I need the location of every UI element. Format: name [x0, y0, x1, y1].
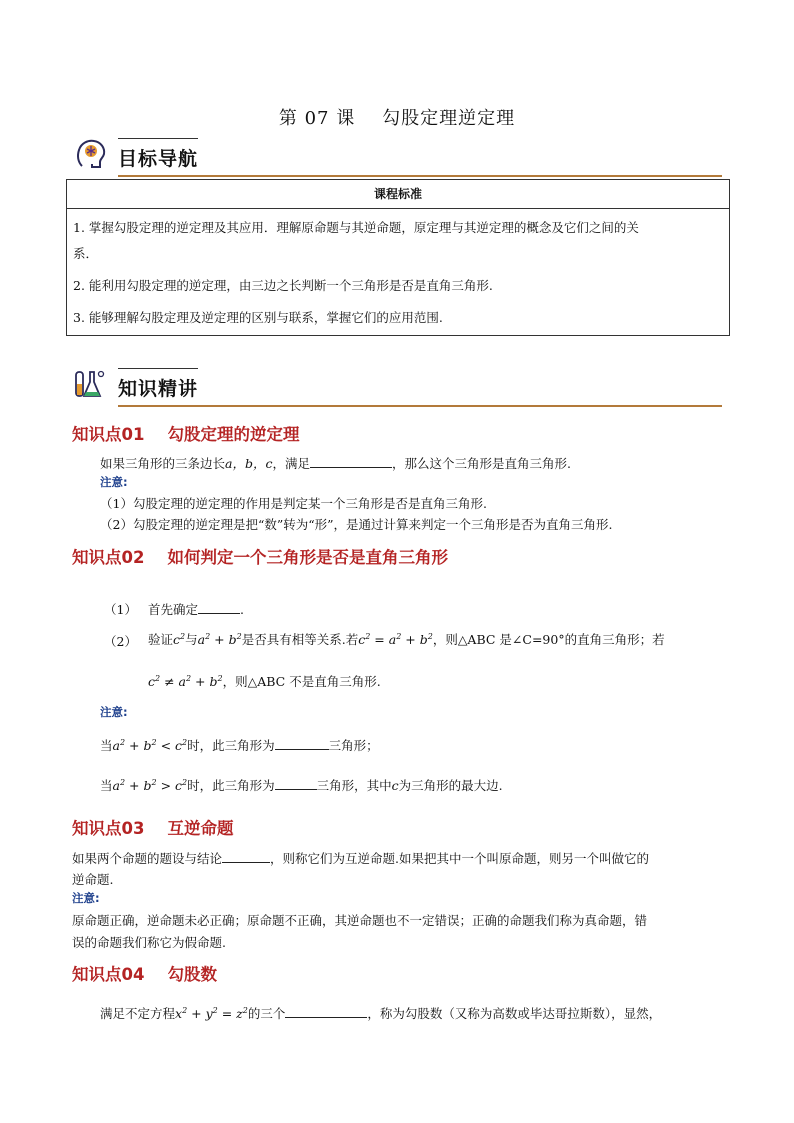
- kp1-text-c: ，那么这个三角形是直角三角形.: [392, 456, 571, 471]
- kp4-line1: 满足不定方程$x^2 + y^2 = z^2$的三个 ，称为勾股数（又称为高数或毕达哥拉斯数），显然，: [100, 1005, 662, 1021]
- kp1-text-a: 如果三角形的三条边长: [100, 456, 226, 471]
- kp2-step1-text: 首先确定: [148, 602, 199, 617]
- kp3-line1: [72, 849, 649, 867]
- kp1-statement: [100, 454, 571, 472]
- kp3-line1-b: ，则称它们为互逆命题.如果把其中一个叫原命题，则另一个叫做它的: [270, 851, 649, 866]
- kp2-title: 知识点02 如何判定一个三角形是否是直角三角形: [72, 548, 448, 567]
- kp2-step2-text-c: 是否具有相等关系.若: [241, 632, 359, 647]
- kp1-note-2: （2）勾股定理的逆定理是把“数”转为“形”，是通过计算来判定一个三角形是否为直角三角形.: [100, 517, 613, 532]
- kp2-note2-blank[interactable]: [275, 777, 317, 790]
- kp3-line2: 逆命题.: [72, 872, 114, 887]
- lab-flask-icon: [72, 366, 108, 402]
- kp1-title: 知识点01 勾股定理的逆定理: [72, 425, 300, 444]
- kp3-line1-a: 如果两个命题的题设与结论: [72, 851, 223, 866]
- kp2-note2-a: 当: [100, 778, 113, 793]
- kp4-text-b: 的三个: [247, 1006, 286, 1021]
- kp2-step2-line2-text: ，则△ABC 不是直角三角形.: [222, 674, 381, 689]
- kp2-note-label: 注意:: [100, 705, 128, 719]
- brain-head-icon: [72, 136, 108, 172]
- kp2-note2-b: 时，此三角形为: [187, 778, 275, 793]
- kp3-note-label: 注意:: [72, 891, 100, 905]
- kp2-note1-a: 当: [100, 738, 113, 753]
- kp2-note1-c: 三角形；: [328, 738, 379, 753]
- kp2-note2-c: 三角形，其中: [316, 778, 392, 793]
- kp1-text-b: ，满足: [272, 456, 310, 471]
- kp3-note-1: 原命题正确，逆命题未必正确；原命题不正确，其逆命题也不一定错误；正确的命题我们称为真命题，错: [72, 913, 648, 928]
- section-goals-title: 目标导航: [118, 148, 199, 170]
- kp2-note1-blank[interactable]: [275, 737, 329, 750]
- kp2-note2-d: 为三角形的最大边.: [398, 778, 503, 793]
- kp4-title: 知识点04 勾股数: [72, 965, 217, 984]
- kp4-text-c: ，称为勾股数（又称为高数或毕达哥拉斯数），显然，: [367, 1006, 662, 1021]
- kp2-note-1: 当$a^2 + b^2 < c^2$时，此三角形为 三角形；: [100, 737, 379, 753]
- section-goals-header: [72, 136, 732, 180]
- kp2-step2-line2: $c^2 \ne a^2 + b^2$，则△ABC 不是直角三角形.: [148, 673, 381, 689]
- kp2-step2-num: （2）: [104, 634, 137, 649]
- standard-item-3: 3. 能够理解勾股定理及逆定理的区别与联系，掌握它们的应用范围.: [73, 310, 443, 325]
- kp2-step1-end: .: [240, 602, 244, 617]
- standard-item-1-line1: 1. 掌握勾股定理的逆定理及其应用．理解原命题与其逆命题，原定理与其逆定理的概念及它们之间的关: [73, 220, 639, 235]
- kp2-step1: [148, 600, 244, 618]
- kp1-vars: a，b，c: [225, 456, 273, 471]
- kp1-note-1: （1）勾股定理的逆定理的作用是判定某一个三角形是否是直角三角形.: [100, 496, 487, 511]
- kp2-step2-text-b: 与: [185, 632, 198, 647]
- kp2-note-2: 当$a^2 + b^2 > c^2$时，此三角形为 三角形，其中c为三角形的最大边.: [100, 777, 503, 793]
- standard-item-1-line2: 系．: [73, 246, 99, 261]
- page-title: 第 07 课 勾股定理逆定理: [278, 108, 516, 129]
- kp2-step2: 验证$c^2$与$a^2 + b^2$是否具有相等关系.若$c^2 = a^2 + b^2$，则△ABC 是∠C=90°的直角三角形；若: [148, 631, 665, 647]
- kp4-blank[interactable]: [285, 1005, 367, 1018]
- kp1-note-label: 注意:: [100, 475, 128, 489]
- kp3-blank[interactable]: [222, 850, 270, 863]
- kp1-blank[interactable]: [310, 455, 392, 468]
- standard-item-2: 2. 能利用勾股定理的逆定理，由三边之长判断一个三角形是否是直角三角形.: [73, 278, 493, 293]
- kp4-text-a: 满足不定方程: [100, 1006, 176, 1021]
- kp3-note-2: 误的命题我们称它为假命题.: [72, 935, 226, 950]
- kp2-note1-b: 时，此三角形为: [187, 738, 275, 753]
- section-knowledge-header: [72, 366, 732, 410]
- kp2-step1-blank[interactable]: [198, 601, 240, 614]
- kp2-step1-num: （1）: [104, 602, 137, 617]
- standards-table: [66, 179, 730, 336]
- kp2-step2-text-a: 验证: [148, 632, 174, 647]
- kp3-title: 知识点03 互逆命题: [72, 819, 234, 838]
- standards-header: 课程标准: [67, 180, 729, 209]
- section-knowledge-title: 知识精讲: [118, 378, 199, 400]
- kp2-step2-text-d: ，则△ABC 是∠C=90°的直角三角形；若: [432, 632, 665, 647]
